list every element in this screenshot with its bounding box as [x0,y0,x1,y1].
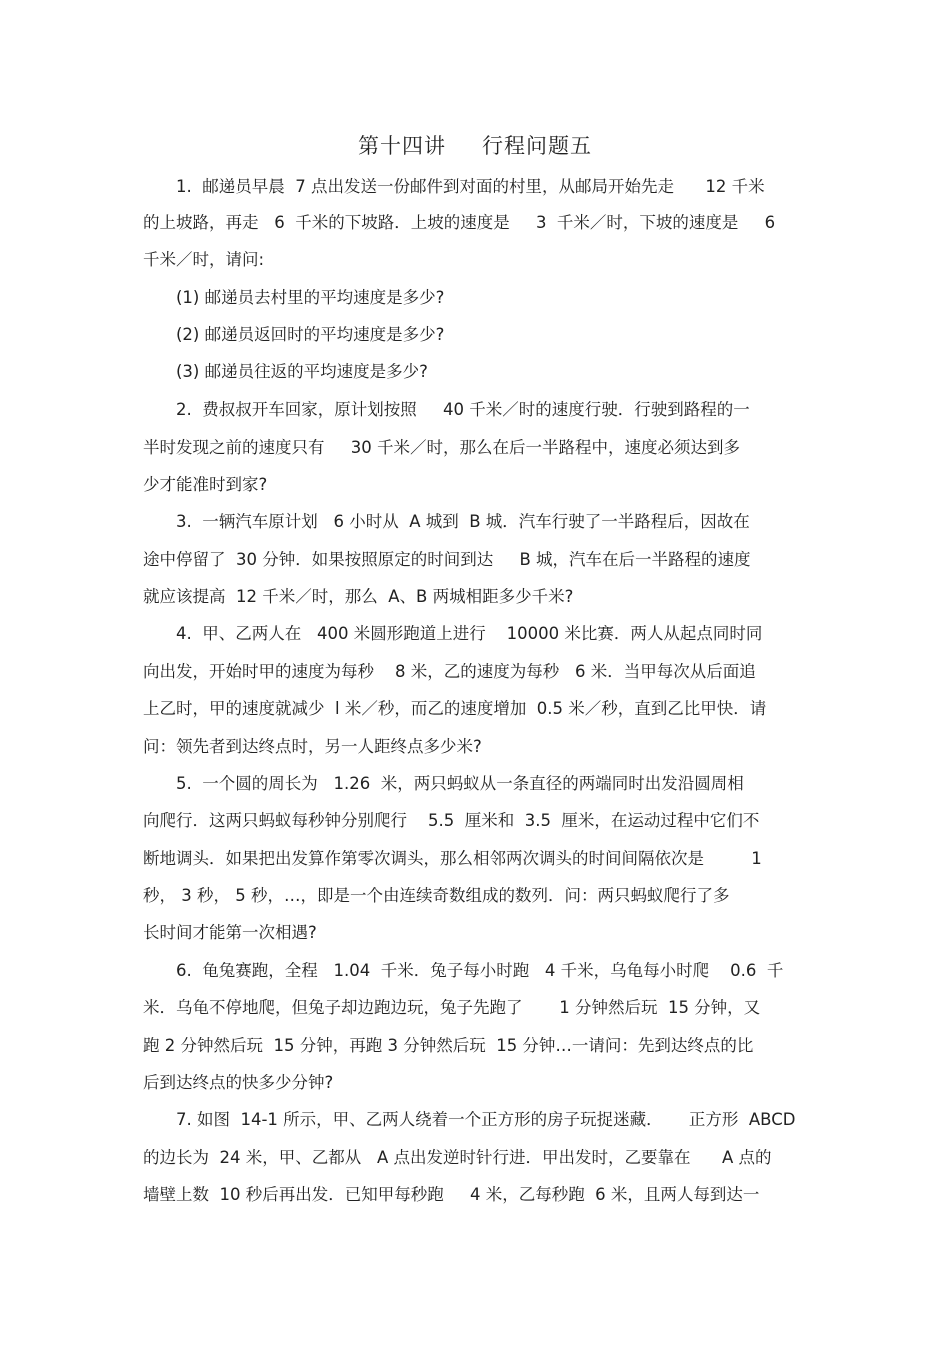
text-line: 的上坡路，再走 6 千米的下坡路．上坡的速度是 3 千米／时，下坡的速度是 6 [143,213,776,232]
text-line: 3. 一辆汽车原计划 6 小时从 A 城到 B 城．汽车行驶了一半路程后，因故在 [176,512,750,531]
text-line: 向爬行．这两只蚂蚁每秒钟分别爬行 5.5 厘米和 3.5 厘米，在运动过程中它们不 [143,811,760,830]
text-line: (1) 邮递员去村里的平均速度是多少? [176,288,445,307]
page-title [0,130,950,160]
text-line: 少才能准时到家? [143,475,268,494]
text-line: 秒， 3 秒， 5 秒，…，即是一个由连续奇数组成的数列．问：两只蚂蚁爬行了多 [143,886,730,905]
text-line: 后到达终点的快多少分钟? [143,1073,334,1092]
title-lecture: 第十四讲 [358,134,446,158]
text-line: (3) 邮递员往返的平均速度是多少? [176,362,428,381]
text-line: 问：领先者到达终点时，另一人距终点多少米? [143,737,482,756]
text-line: 跑 2 分钟然后玩 15 分钟，再跑 3 分钟然后玩 15 分钟…一请问：先到达终点的比 [143,1036,754,1055]
text-line: 5. 一个圆的周长为 1.26 米，两只蚂蚁从一条直径的两端同时出发沿圆周相 [176,774,744,793]
text-line: 向出发，开始时甲的速度为每秒 8 米，乙的速度为每秒 6 米．当甲每次从后面追 [143,662,756,681]
text-line: 1. 邮递员早晨 7 点出发送一份邮件到对面的村里，从邮局开始先走 12 千米 [176,177,765,196]
text-line: 千米／时，请问: [143,250,265,269]
text-line: 半时发现之前的速度只有 30 千米／时，那么在后一半路程中，速度必须达到多 [143,438,740,457]
text-line: 的边长为 24 米，甲、乙都从 A 点出发逆时针行进．甲出发时，乙要靠在 A 点的 [143,1148,772,1167]
title-topic: 行程问题五 [482,134,592,158]
text-line: (2) 邮递员返回时的平均速度是多少? [176,325,445,344]
text-line: 4. 甲、乙两人在 400 米圆形跑道上进行 10000 米比赛．两人从起点同时同 [176,624,763,643]
text-line: 断地调头．如果把出发算作第零次调头，那么相邻两次调头的时间间隔依次是 1 [143,849,762,868]
text-line: 6. 龟兔赛跑，全程 1.04 千米．兔子每小时跑 4 千米，乌龟每小时爬 0.6 千 [176,961,784,980]
text-line: 2. 费叔叔开车回家，原计划按照 40 千米／时的速度行驶．行驶到路程的一 [176,400,750,419]
text-line: 途中停留了 30 分钟．如果按照原定的时间到达 B 城，汽车在后一半路程的速度 [143,550,751,569]
text-line: 米．乌龟不停地爬，但兔子却边跑边玩，兔子先跑了 1 分钟然后玩 15 分钟，又 [143,998,761,1017]
text-line: 7. 如图 14-1 所示，甲、乙两人绕着一个正方形的房子玩捉迷藏． 正方形 ABCD [176,1110,796,1129]
text-line: 上乙时，甲的速度就减少 l 米／秒，而乙的速度增加 0.5 米／秒，直到乙比甲快．请 [143,699,767,718]
text-line: 就应该提高 12 千米／时，那么 A、B 两城相距多少千米? [143,587,574,606]
text-line: 长时间才能第一次相遇? [143,923,317,942]
text-line: 墙壁上数 10 秒后再出发．已知甲每秒跑 4 米，乙每秒跑 6 米，且两人每到达一 [143,1185,760,1204]
